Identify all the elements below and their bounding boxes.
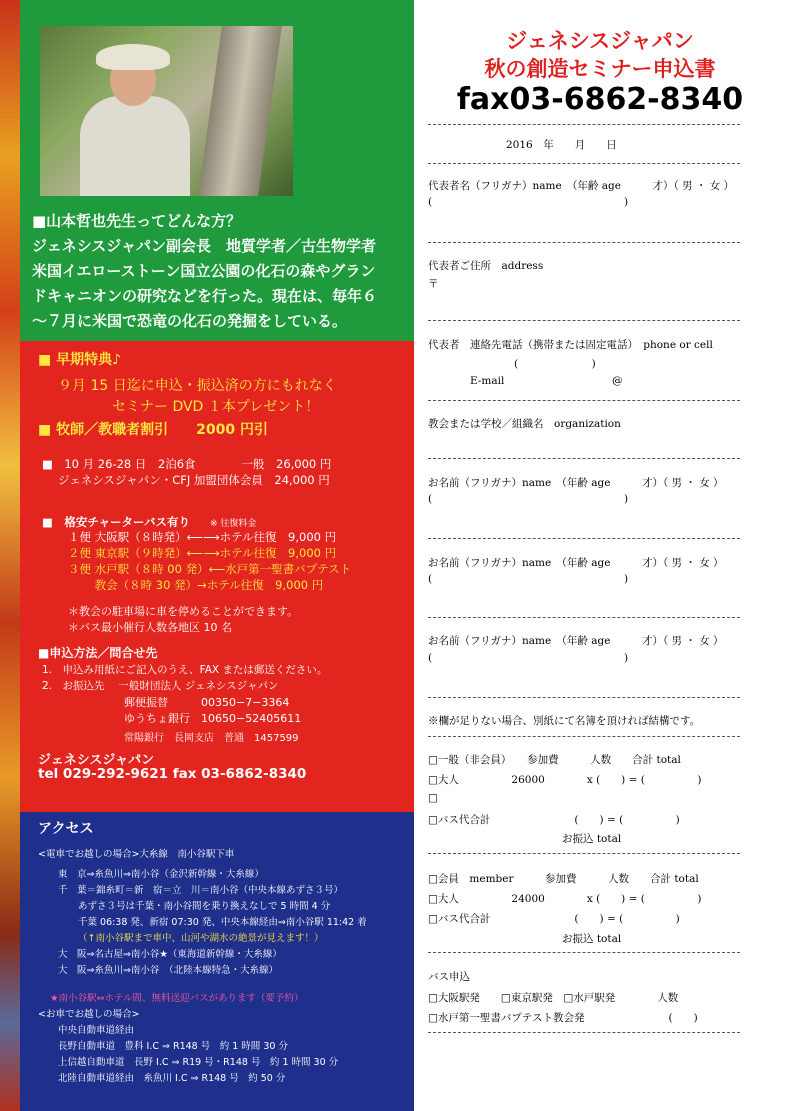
application-form bbox=[414, 0, 786, 1111]
divider bbox=[428, 458, 740, 459]
empty-checkbox[interactable]: □ bbox=[428, 792, 438, 804]
yucho-bank: ゆうちょ銀行 10650−52405611 bbox=[124, 712, 302, 725]
divider bbox=[428, 952, 740, 953]
member-adult-checkbox[interactable]: □大人 24000 x ( ) = ( ) bbox=[428, 893, 702, 905]
early-heading: ■ 早期特典♪ bbox=[38, 352, 122, 368]
member-transfer-total: お振込 total bbox=[562, 933, 622, 945]
speaker-photo bbox=[40, 26, 293, 196]
person-name-label: お名前（フリガナ）name （年齢 age 才）（ 男 ・ 女 ） bbox=[428, 635, 724, 647]
tree-trunk bbox=[198, 26, 282, 196]
hat bbox=[96, 44, 170, 70]
rep-name-close: ) bbox=[624, 196, 629, 208]
divider bbox=[428, 320, 740, 321]
bus-row: １便 大阪駅（８時発）⟵⟶ホテル往復 9,000 円 bbox=[68, 530, 337, 544]
shuttle-note: ★南小谷駅⇔ホテル間、無料送迎バスがあります（要予約） bbox=[50, 993, 304, 1004]
bus-station-checkboxes[interactable]: □大阪駅発 □東京駅発 □水戸駅発 人数 bbox=[428, 992, 679, 1004]
access-line: 大 阪⇒糸魚川⇒南小谷 （北陸本線特急・大糸線） bbox=[58, 965, 279, 976]
profile-line: 米国イエローストーン国立公園の化石の森やグラン bbox=[32, 262, 376, 280]
phone-field[interactable]: ( ) bbox=[514, 358, 596, 370]
access-section bbox=[20, 812, 414, 1111]
person-name-close: ) bbox=[624, 652, 629, 664]
person-figure bbox=[80, 96, 190, 196]
person-name-open[interactable]: ( bbox=[428, 493, 433, 505]
car-line: 長野自動車道 豊科 I.C ⇒ R148 号 約 1 時間 30 分 bbox=[58, 1041, 288, 1052]
person-name-open[interactable]: ( bbox=[428, 652, 433, 664]
decorative-strip bbox=[0, 0, 20, 1111]
divider bbox=[428, 617, 740, 618]
plan-line: ■ 10 月 26-28 日 2泊6食 一般 26,000 円 bbox=[42, 457, 332, 471]
contact-org: ジェネシスジャパン bbox=[38, 753, 155, 768]
profile-heading: ■山本哲也先生ってどんな方？ bbox=[32, 212, 242, 230]
access-title: アクセス bbox=[38, 821, 94, 837]
person-name-open[interactable]: ( bbox=[428, 573, 433, 585]
bus-heading-note: ※ 往復料金 bbox=[210, 519, 257, 529]
overflow-note: ※欄が足りない場合、別紙にて名簿を頂ければ結構です。 bbox=[428, 715, 701, 727]
rep-name-open[interactable]: ( bbox=[428, 196, 433, 208]
general-bus-checkbox[interactable]: □バス代合計 ( ) = ( ) bbox=[428, 814, 680, 826]
discount-line: ■ 牧師／教職者割引 2000 円引 bbox=[38, 422, 268, 438]
bus-apply-label: バス申込 bbox=[428, 971, 470, 983]
apply-step: 2. お振込先 一般財団法人 ジェネシスジャパン bbox=[42, 680, 279, 692]
early-line: セミナー DVD １本プレゼント！ bbox=[112, 399, 320, 415]
access-line: 千 葉＝錦糸町＝新 宿＝立 川＝南小谷（中央本線あずさ３号） bbox=[58, 885, 344, 896]
details-section bbox=[20, 341, 414, 812]
access-line: 千葉 06:38 発、新宿 07:30 発、中央本線経由⇒南小谷駅 11:42 着 bbox=[78, 917, 367, 928]
apply-step: 1. 申込み用紙にご記入のうえ、FAX または郵送ください。 bbox=[42, 664, 328, 676]
postal-mark[interactable]: 〒 bbox=[428, 278, 439, 290]
access-line: 大 阪⇒名古屋⇒南小谷★（東海道新幹線・大糸線） bbox=[58, 949, 282, 960]
divider bbox=[428, 400, 740, 401]
email-at[interactable]: @ bbox=[612, 375, 623, 387]
divider bbox=[428, 242, 740, 243]
profile-line: ～７月に米国で恐竜の化石の発掘をしている。 bbox=[32, 312, 348, 330]
phone-label: 代表者 連絡先電話（携帯または固定電話） phone or cell bbox=[428, 339, 713, 351]
divider bbox=[428, 124, 740, 125]
date-field[interactable]: 2016 年 月 日 bbox=[506, 139, 617, 151]
car-line: 北陸自動車道経由 糸魚川 I.C ⇒ R148 号 約 50 分 bbox=[58, 1073, 286, 1084]
bus-row: 教会（８時 30 発）→ホテル往復 9,000 円 bbox=[68, 578, 324, 592]
rep-name-label: 代表者名（フリガナ）name （年齢 age 才）（ 男 ・ 女 ） bbox=[428, 180, 735, 192]
divider bbox=[428, 853, 740, 854]
plan-line: ジェネシスジャパン・CFJ 加盟団体会員 24,000 円 bbox=[58, 473, 330, 487]
divider bbox=[428, 163, 740, 164]
member-bus-checkbox[interactable]: □バス代合計 ( ) = ( ) bbox=[428, 913, 680, 925]
bus-row: ３便 水戸駅（８時 00 発）⟵水戸第一聖書バプテスト bbox=[68, 562, 352, 576]
access-line: あずさ３号は千葉・南小谷間を乗り換えなしで 5 時間 4 分 bbox=[78, 901, 331, 912]
member-checkbox[interactable]: □会員 member 参加費 人数 合計 total bbox=[428, 873, 699, 885]
postal-transfer: 郵便振替 00350−7−3364 bbox=[124, 696, 290, 709]
bus-heading: ■ 格安チャーターバス有り bbox=[42, 515, 190, 529]
profile-line: ドキャニオンの研究などを行った。現在は、毎年６ bbox=[32, 287, 378, 305]
bus-note: ＊バス最小催行人数各地区 10 名 bbox=[68, 621, 232, 634]
train-heading: <電車でお越しの場合>大糸線 南小谷駅下車 bbox=[38, 849, 235, 860]
person-name-close: ) bbox=[624, 573, 629, 585]
divider bbox=[428, 538, 740, 539]
contact-phones: tel 029-292-9621 fax 03-6862-8340 bbox=[38, 766, 307, 782]
address-label: 代表者ご住所 address bbox=[428, 260, 544, 272]
joyo-bank: 常陽銀行 長岡支店 普通 1457599 bbox=[124, 733, 299, 744]
person-name-close: ) bbox=[624, 493, 629, 505]
bus-note: ＊教会の駐車場に車を停めることができます。 bbox=[68, 605, 299, 618]
bus-mito-checkbox[interactable]: □水戸第一聖書バプテスト教会発 ( ) bbox=[428, 1012, 698, 1024]
early-line: ９月 15 日迄に申込・振込済の方にもれなく bbox=[58, 378, 337, 394]
email-label: E-mail bbox=[470, 375, 505, 387]
form-title: 秋の創造セミナー申込書 bbox=[484, 57, 716, 81]
divider bbox=[428, 1032, 740, 1033]
person-name-label: お名前（フリガナ）name （年齢 age 才）（ 男 ・ 女 ） bbox=[428, 557, 724, 569]
form-org: ジェネシスジャパン bbox=[506, 29, 694, 53]
access-line: 東 京⇒糸魚川⇒南小谷（金沢新幹線・大糸線） bbox=[58, 869, 264, 880]
general-adult-checkbox[interactable]: □大人 26000 x ( ) = ( ) bbox=[428, 774, 702, 786]
car-line: 中央自動車道経由 bbox=[58, 1025, 135, 1036]
org-label[interactable]: 教会または学校／組織名 organization bbox=[428, 418, 621, 430]
general-transfer-total: お振込 total bbox=[562, 833, 622, 845]
divider bbox=[428, 736, 740, 737]
apply-heading: ■申込方法／問合せ先 bbox=[38, 646, 158, 660]
person-name-label: お名前（フリガナ）name （年齢 age 才）（ 男 ・ 女 ） bbox=[428, 477, 724, 489]
car-line: 上信越自動車道 長野 I.C ⇒ R19 号・R148 号 約 1 時間 30 分 bbox=[58, 1057, 339, 1068]
left-panel bbox=[20, 0, 414, 1111]
access-line: （↑南小谷駅まで車中、山河や湖水の絶景が見えます！） bbox=[78, 933, 324, 944]
profile-line: ジェネシスジャパン副会長 地質学者／古生物学者 bbox=[32, 237, 376, 255]
profile-section bbox=[20, 0, 414, 341]
form-fax: fax03-6862-8340 bbox=[456, 82, 744, 117]
bus-row: ２便 東京駅（９時発）⟵⟶ホテル往復 9,000 円 bbox=[68, 546, 337, 560]
car-heading: <お車でお越しの場合> bbox=[38, 1009, 140, 1020]
divider bbox=[428, 697, 740, 698]
general-checkbox[interactable]: □一般（非会員） 参加費 人数 合計 total bbox=[428, 754, 681, 766]
